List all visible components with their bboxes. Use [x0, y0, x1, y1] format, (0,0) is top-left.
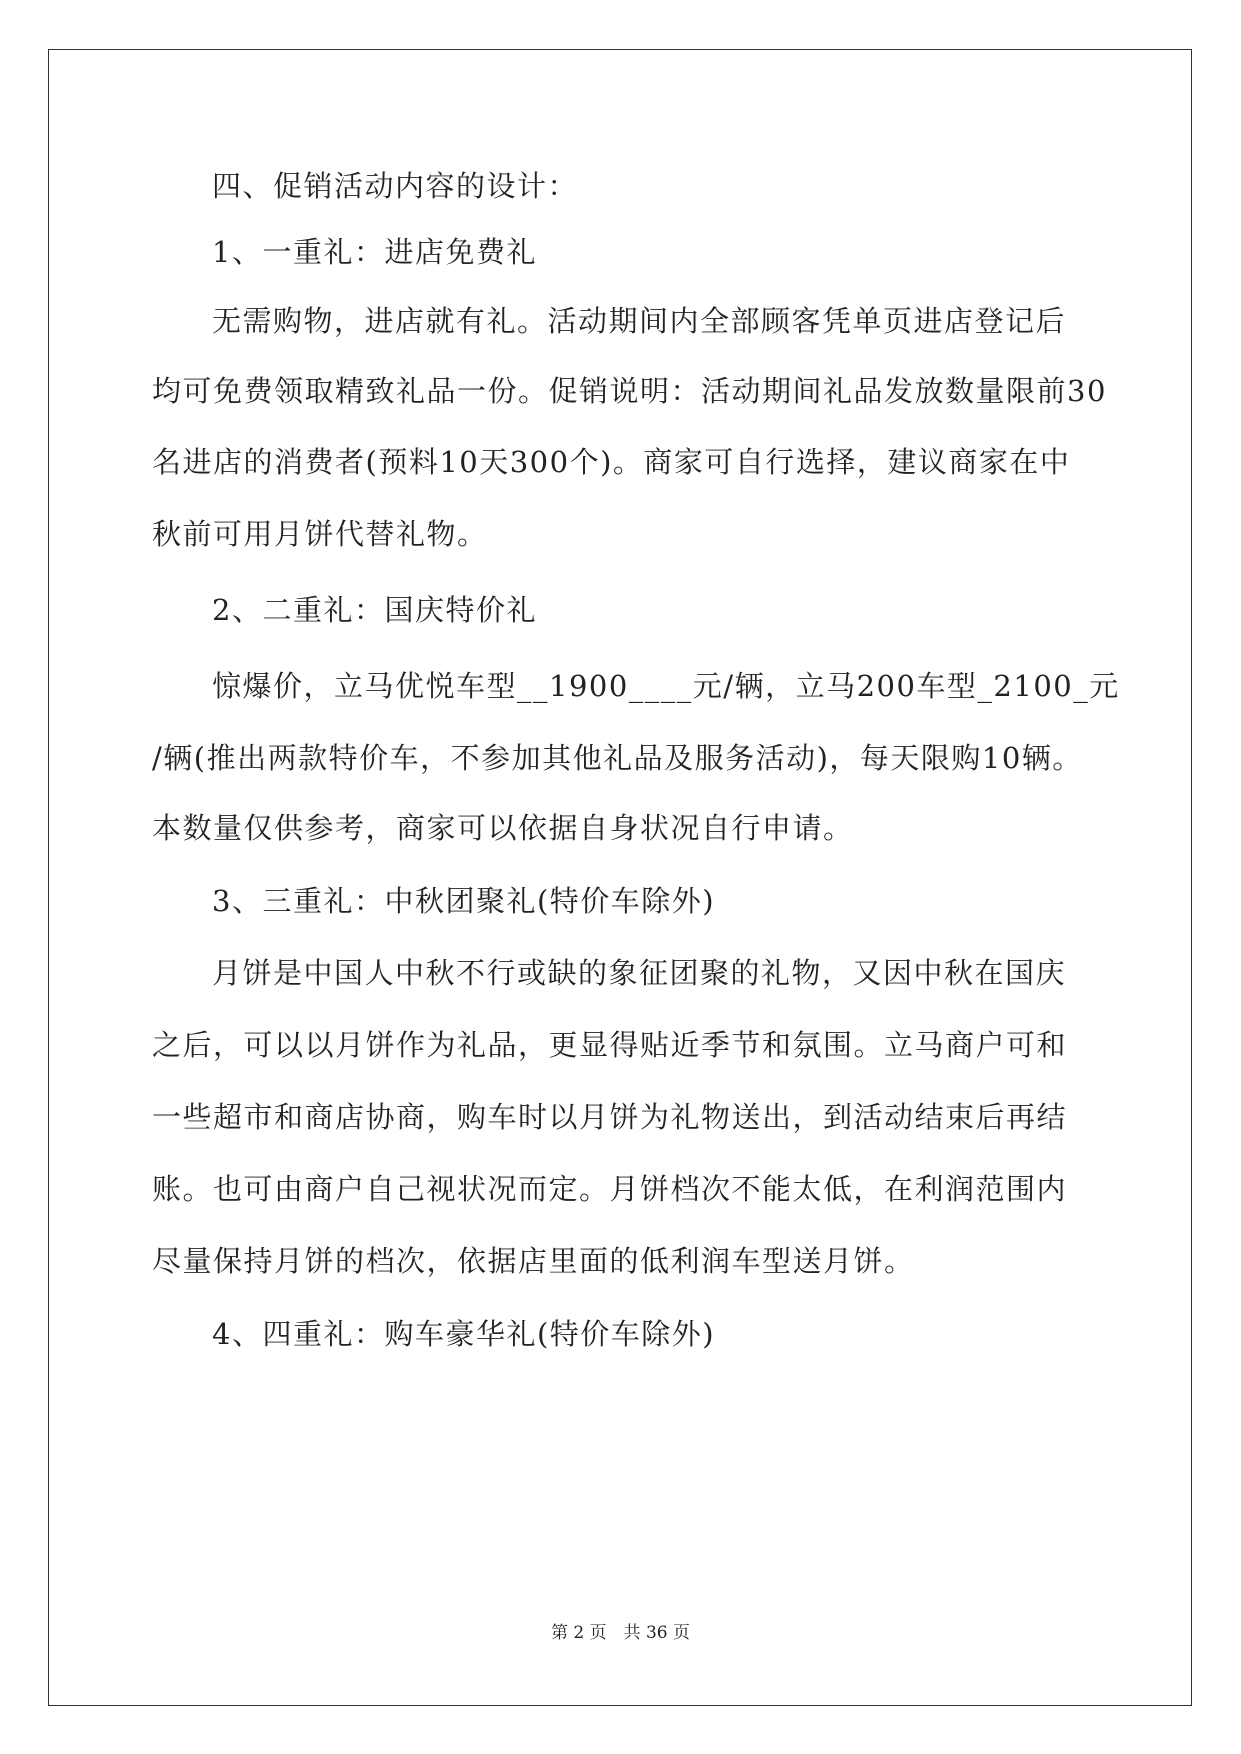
paragraph-line: 均可免费领取精致礼品一份。促销说明：活动期间礼品发放数量限前30 [152, 374, 1107, 408]
paragraph-line: /辆(推出两款特价车，不参加其他礼品及服务活动)，每天限购10辆。 [152, 741, 1083, 775]
paragraph-line: 一些超市和商店协商，购车时以月饼为礼物送出，到活动结束后再结 [152, 1100, 1068, 1134]
page-number-footer: 第 2 页 共 36 页 [550, 1623, 691, 1643]
paragraph-line: 秋前可用月饼代替礼物。 [152, 517, 488, 551]
item-heading-3: 3、三重礼：中秋团聚礼(特价车除外) [212, 884, 716, 918]
paragraph-line: 尽量保持月饼的档次，依据店里面的低利润车型送月饼。 [152, 1244, 915, 1278]
paragraph-line: 惊爆价，立马优悦车型__1900____元/辆，立马200车型_2100_元 [212, 669, 1120, 703]
paragraph-line: 名进店的消费者(预料10天300个)。商家可自行选择，建议商家在中 [152, 445, 1071, 479]
page-border [48, 49, 1192, 1706]
item-heading-4: 4、四重礼：购车豪华礼(特价车除外) [212, 1317, 716, 1351]
section-heading: 四、促销活动内容的设计： [212, 169, 579, 203]
paragraph-line: 之后，可以以月饼作为礼品，更显得贴近季节和氛围。立马商户可和 [152, 1028, 1068, 1062]
paragraph-line: 月饼是中国人中秋不行或缺的象征团聚的礼物，又因中秋在国庆 [212, 956, 1067, 990]
paragraph-line: 账。也可由商户自己视状况而定。月饼档次不能太低，在利润范围内 [152, 1172, 1068, 1206]
paragraph-line: 本数量仅供参考，商家可以依据自身状况自行申请。 [152, 811, 854, 845]
item-heading-1: 1、一重礼：进店免费礼 [212, 235, 537, 269]
paragraph-line: 无需购物，进店就有礼。活动期间内全部顾客凭单页进店登记后 [212, 304, 1067, 338]
item-heading-2: 2、二重礼：国庆特价礼 [212, 593, 537, 627]
